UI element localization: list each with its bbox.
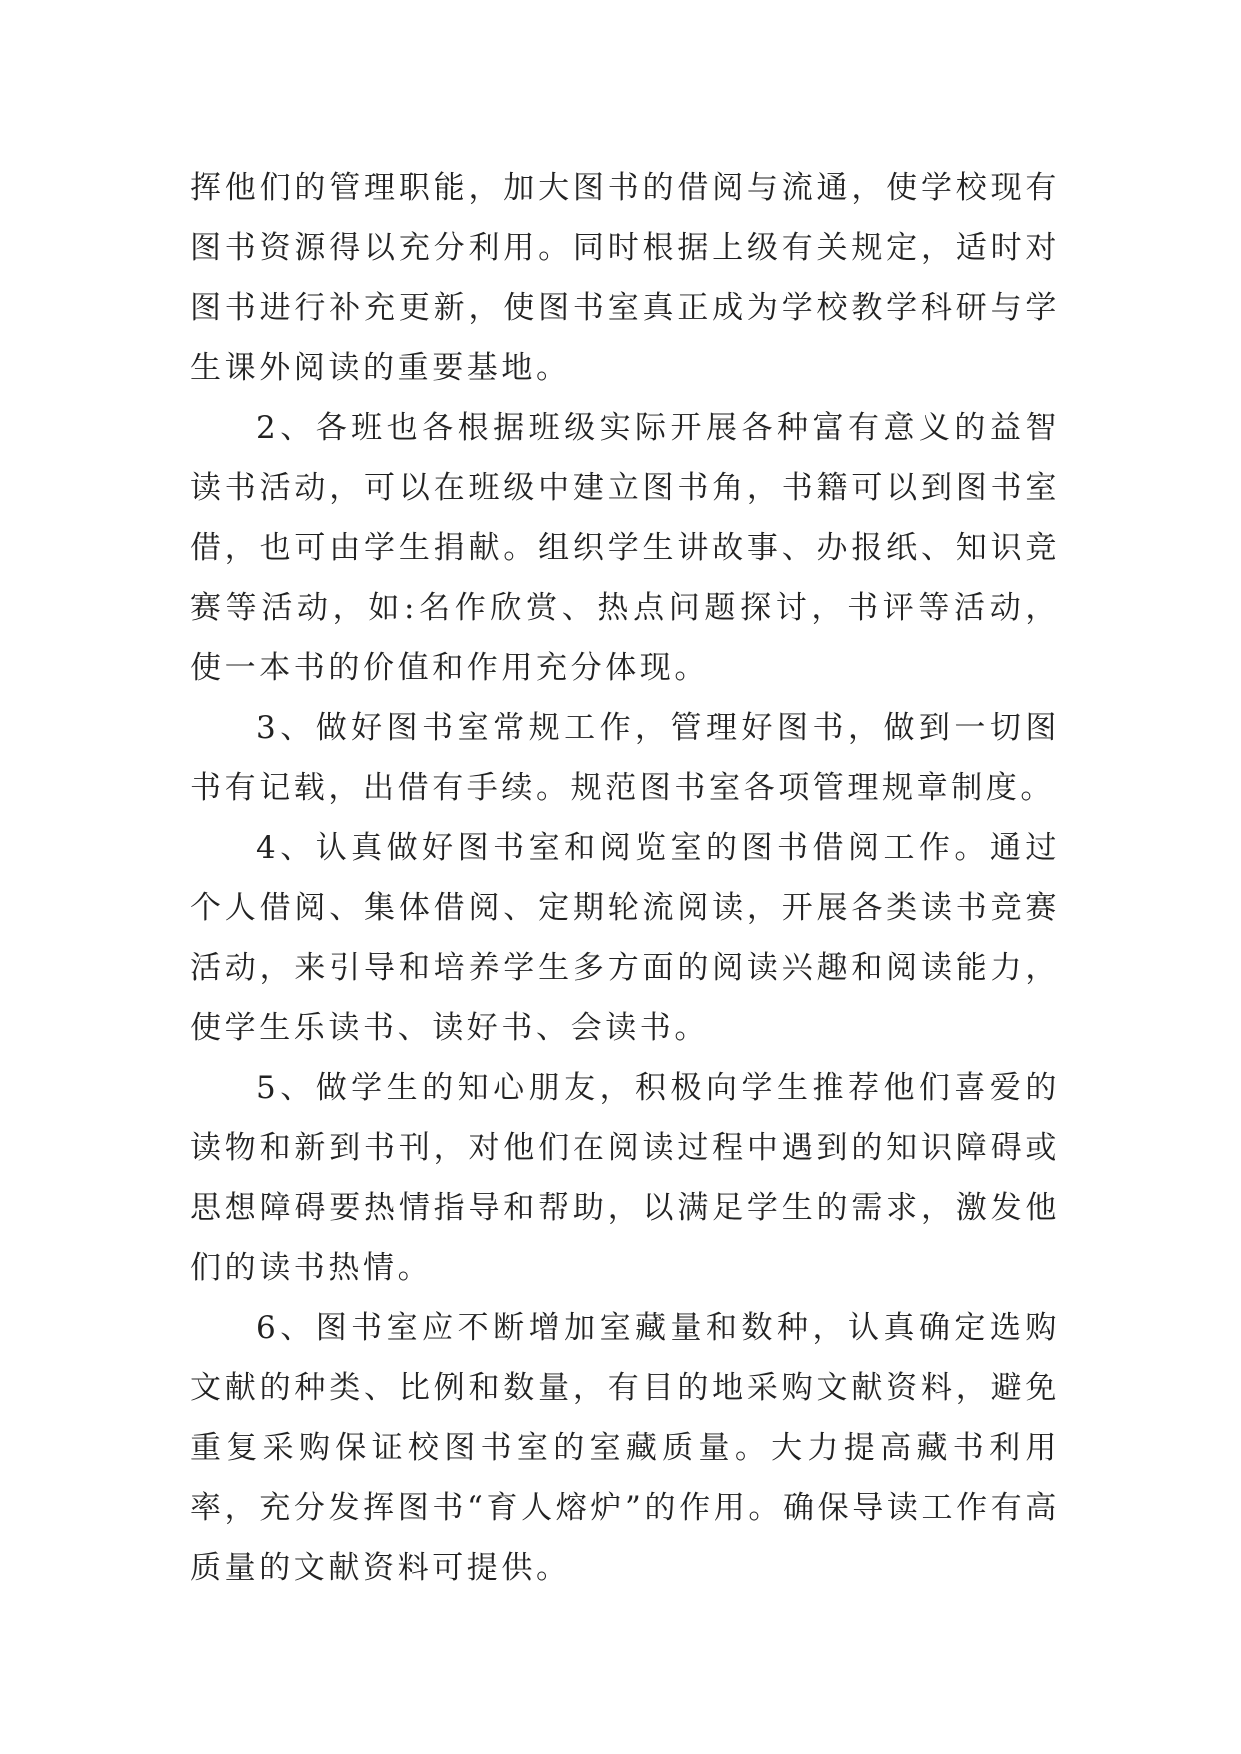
paragraph-item-2: 2、各班也各根据班级实际开展各种富有意义的益智读书活动，可以在班级中建立图书角，书籍可以到图书室借，也可由学生捐献。组织学生讲故事、办报纸、知识竞赛等活动，如:名作欣赏、热点问题探讨，书评等活动，使一本书的价值和作用充分体现。 [190, 410, 1060, 686]
document-body [190, 158, 1060, 1598]
paragraph-continuation: 挥他们的管理职能，加大图书的借阅与流通，使学校现有图书资源得以充分利用。同时根据上级有关规定，适时对图书进行补充更新，使图书室真正成为学校教学科研与学生课外阅读的重要基地。 [190, 170, 1060, 386]
paragraph-item-4: 4、认真做好图书室和阅览室的图书借阅工作。通过个人借阅、集体借阅、定期轮流阅读，开展各类读书竞赛活动，来引导和培养学生多方面的阅读兴趣和阅读能力，使学生乐读书、读好书、会读书。 [190, 830, 1060, 1046]
paragraph-item-5: 5、做学生的知心朋友，积极向学生推荐他们喜爱的读物和新到书刊，对他们在阅读过程中遇到的知识障碍或思想障碍要热情指导和帮助，以满足学生的需求，激发他们的读书热情。 [190, 1070, 1060, 1286]
paragraph-item-3: 3、做好图书室常规工作，管理好图书，做到一切图书有记载，出借有手续。规范图书室各项管理规章制度。 [190, 710, 1060, 806]
paragraph-item-6: 6、图书室应不断增加室藏量和数种，认真确定选购文献的种类、比例和数量，有目的地采购文献资料，避免重复采购保证校图书室的室藏质量。大力提高藏书利用率，充分发挥图书“育人熔炉”的作用。确保导读工作有高质量的文献资料可提供。 [190, 1310, 1060, 1586]
